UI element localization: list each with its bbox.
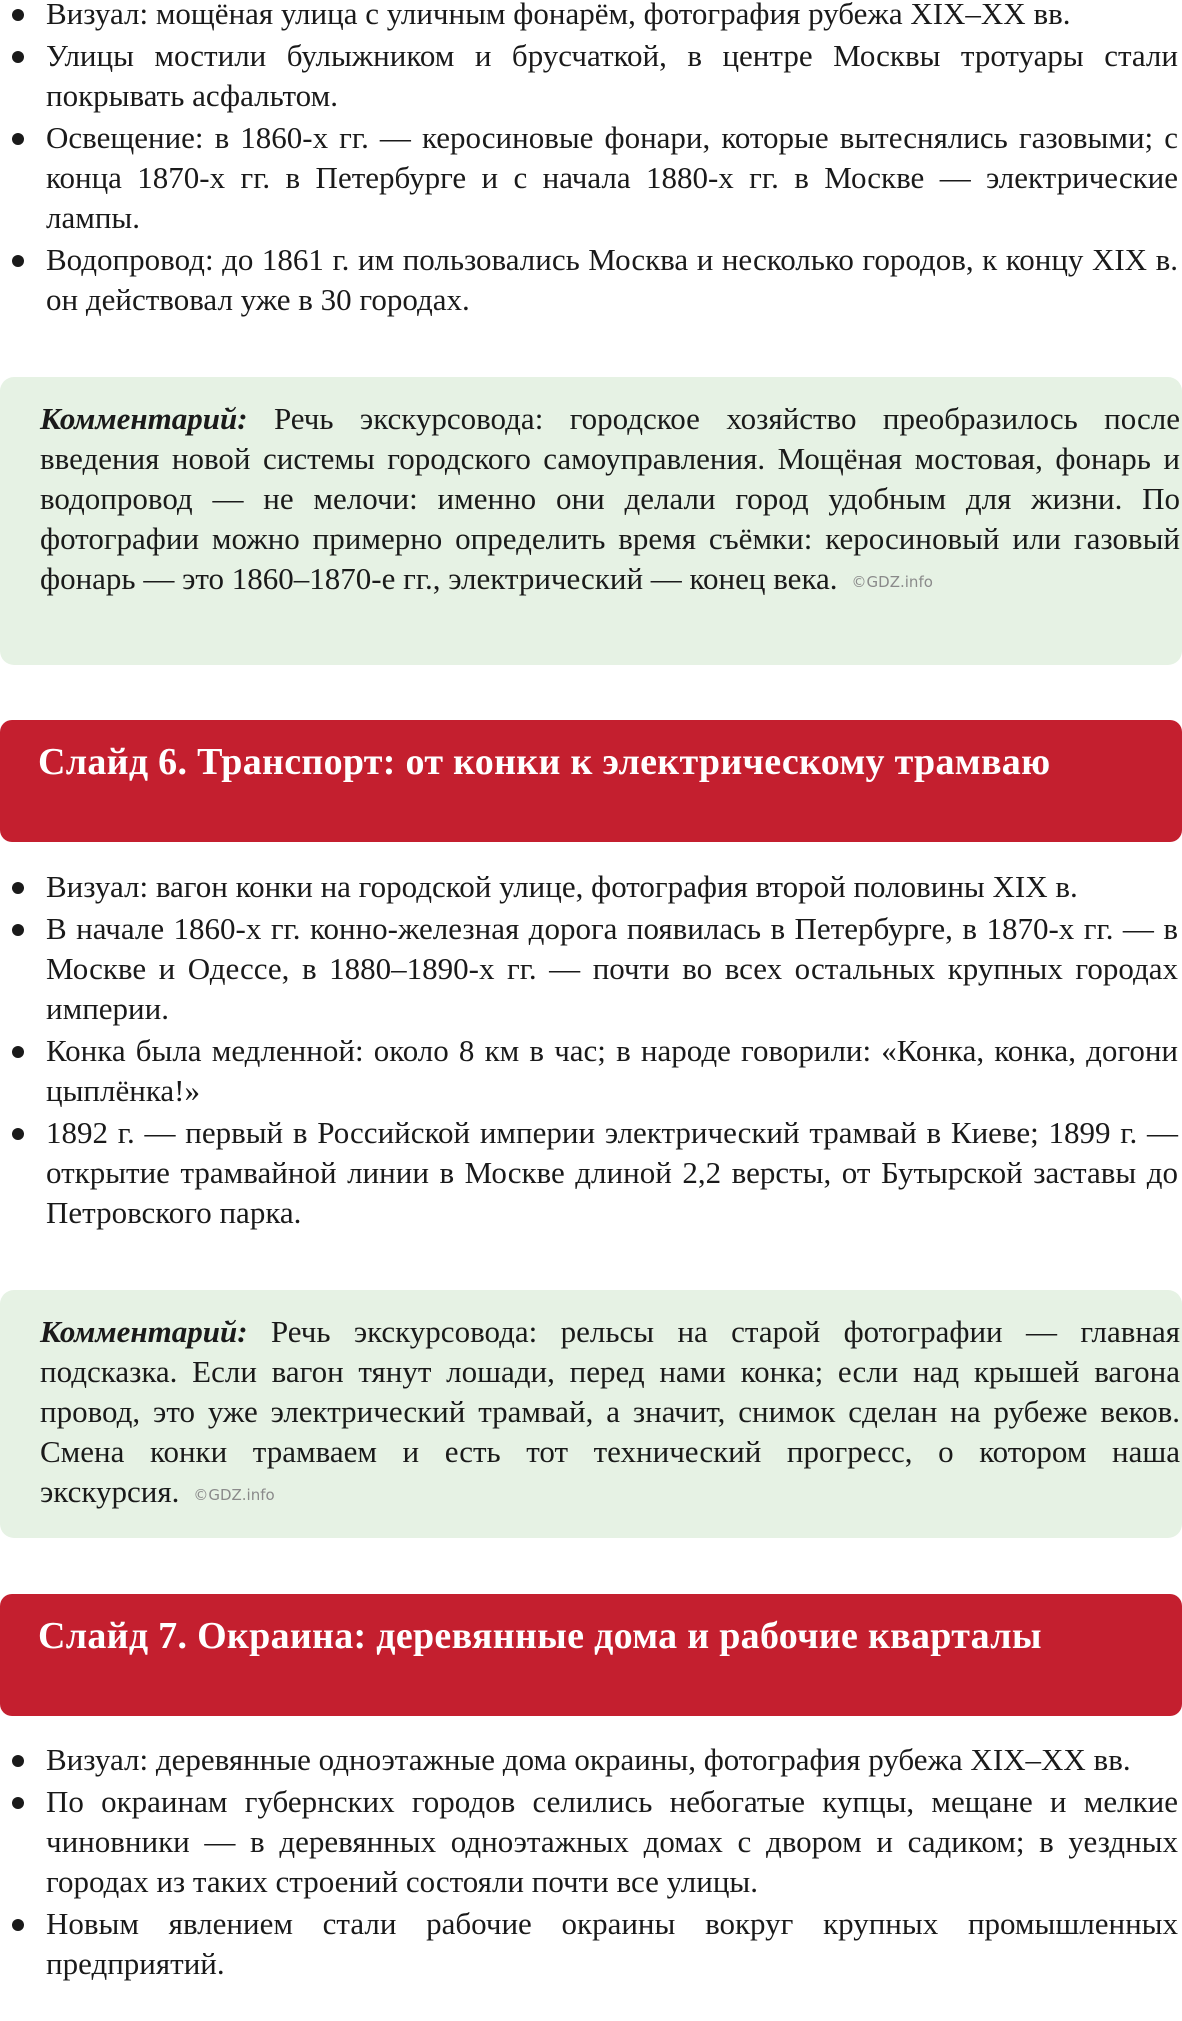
list-item: Визуал: деревянные одноэтажные дома окраины, фотография рубежа XIX–XX вв.: [0, 1740, 1180, 1780]
bullet-icon: [12, 1797, 24, 1809]
list-item: Новым явлением стали рабочие окраины вокруг крупных промышленных предприятий.: [0, 1904, 1180, 1984]
bullet-icon: [12, 1755, 24, 1767]
slide-6-title: Слайд 6. Транспорт: от конки к электрическому трамваю: [38, 741, 1051, 783]
comment-label: Комментарий:: [40, 1314, 248, 1349]
bullet-icon: [12, 882, 24, 894]
bullet-icon: [12, 9, 24, 21]
bullet-list-transport: [0, 867, 1180, 1235]
comment-text: Комментарий: Речь экскурсовода: рельсы на старой фотографии — главная подсказка. Если вагон тянут лошади, перед нами конка; если над крышей вагона провод, это уже электрический трамвай, а значит, снимок сделан на рубеже веков. Смена конки трамваем и есть тот технический прогресс, о котором наша экскурсия. ©GDZ.info: [40, 1314, 1180, 1509]
slide-6-header: [0, 720, 1182, 842]
list-item: Водопровод: до 1861 г. им пользовались Москва и несколько городов, к концу XIX в. он действовал уже в 30 городах.: [0, 240, 1180, 320]
watermark-mark: ©GDZ.info: [851, 572, 933, 591]
bullet-icon: [12, 924, 24, 936]
list-item: 1892 г. — первый в Российской империи электрический трамвай в Киеве; 1899 г. — открытие трамвайной линии в Москве длиной 2,2 версты, от Бутырской заставы до Петровского парка.: [0, 1113, 1180, 1233]
list-item: Визуал: мощёная улица с уличным фонарём, фотография рубежа XIX–XX вв.: [0, 0, 1180, 34]
list-item: Освещение: в 1860-х гг. — керосиновые фонари, которые вытеснялись газовыми; с конца 1870-х гг. в Петербурге и с начала 1880-х гг. в Москве — электрические лампы.: [0, 118, 1180, 238]
list-item: В начале 1860-х гг. конно-железная дорога появилась в Петербурге, в 1870-х гг. — в Москве и Одессе, в 1880–1890-х гг. — почти во всех остальных крупных городах империи.: [0, 909, 1180, 1029]
bullet-icon: [12, 1046, 24, 1058]
comment-box-city-services: [0, 377, 1182, 665]
bullet-icon: [12, 1128, 24, 1140]
comment-label: Комментарий:: [40, 401, 248, 436]
bullet-list-city-services: [0, 0, 1180, 322]
watermark-mark: ©GDZ.info: [193, 1485, 275, 1504]
comment-box-transport: [0, 1290, 1182, 1538]
bullet-list-outskirts: [0, 1740, 1180, 1986]
bullet-icon: [12, 1919, 24, 1931]
list-item: Визуал: вагон конки на городской улице, фотография второй половины XIX в.: [0, 867, 1180, 907]
slide-7-title: Слайд 7. Окраина: деревянные дома и рабочие кварталы: [38, 1615, 1042, 1657]
bullet-icon: [12, 133, 24, 145]
bullet-icon: [12, 51, 24, 63]
bullet-icon: [12, 255, 24, 267]
slide-7-header: [0, 1594, 1182, 1716]
list-item: Конка была медленной: около 8 км в час; в народе говорили: «Конка, конка, догони цыплёнка!»: [0, 1031, 1180, 1111]
comment-text: Комментарий: Речь экскурсовода: городское хозяйство преобразилось после введения новой системы городского самоуправления. Мощёная мостовая, фонарь и водопровод — не мелочи: именно они делали город удобным для жизни. По фотографии можно примерно определить время съёмки: керосиновый или газовый фонарь — это 1860–1870-е гг., электрический — конец века. ©GDZ.info: [40, 401, 1180, 596]
list-item: Улицы мостили булыжником и брусчаткой, в центре Москвы тротуары стали покрывать асфальтом.: [0, 36, 1180, 116]
list-item: По окраинам губернских городов селились небогатые купцы, мещане и мелкие чиновники — в деревянных одноэтажных домах с двором и садиком; в уездных городах из таких строений состояли почти все улицы.: [0, 1782, 1180, 1902]
